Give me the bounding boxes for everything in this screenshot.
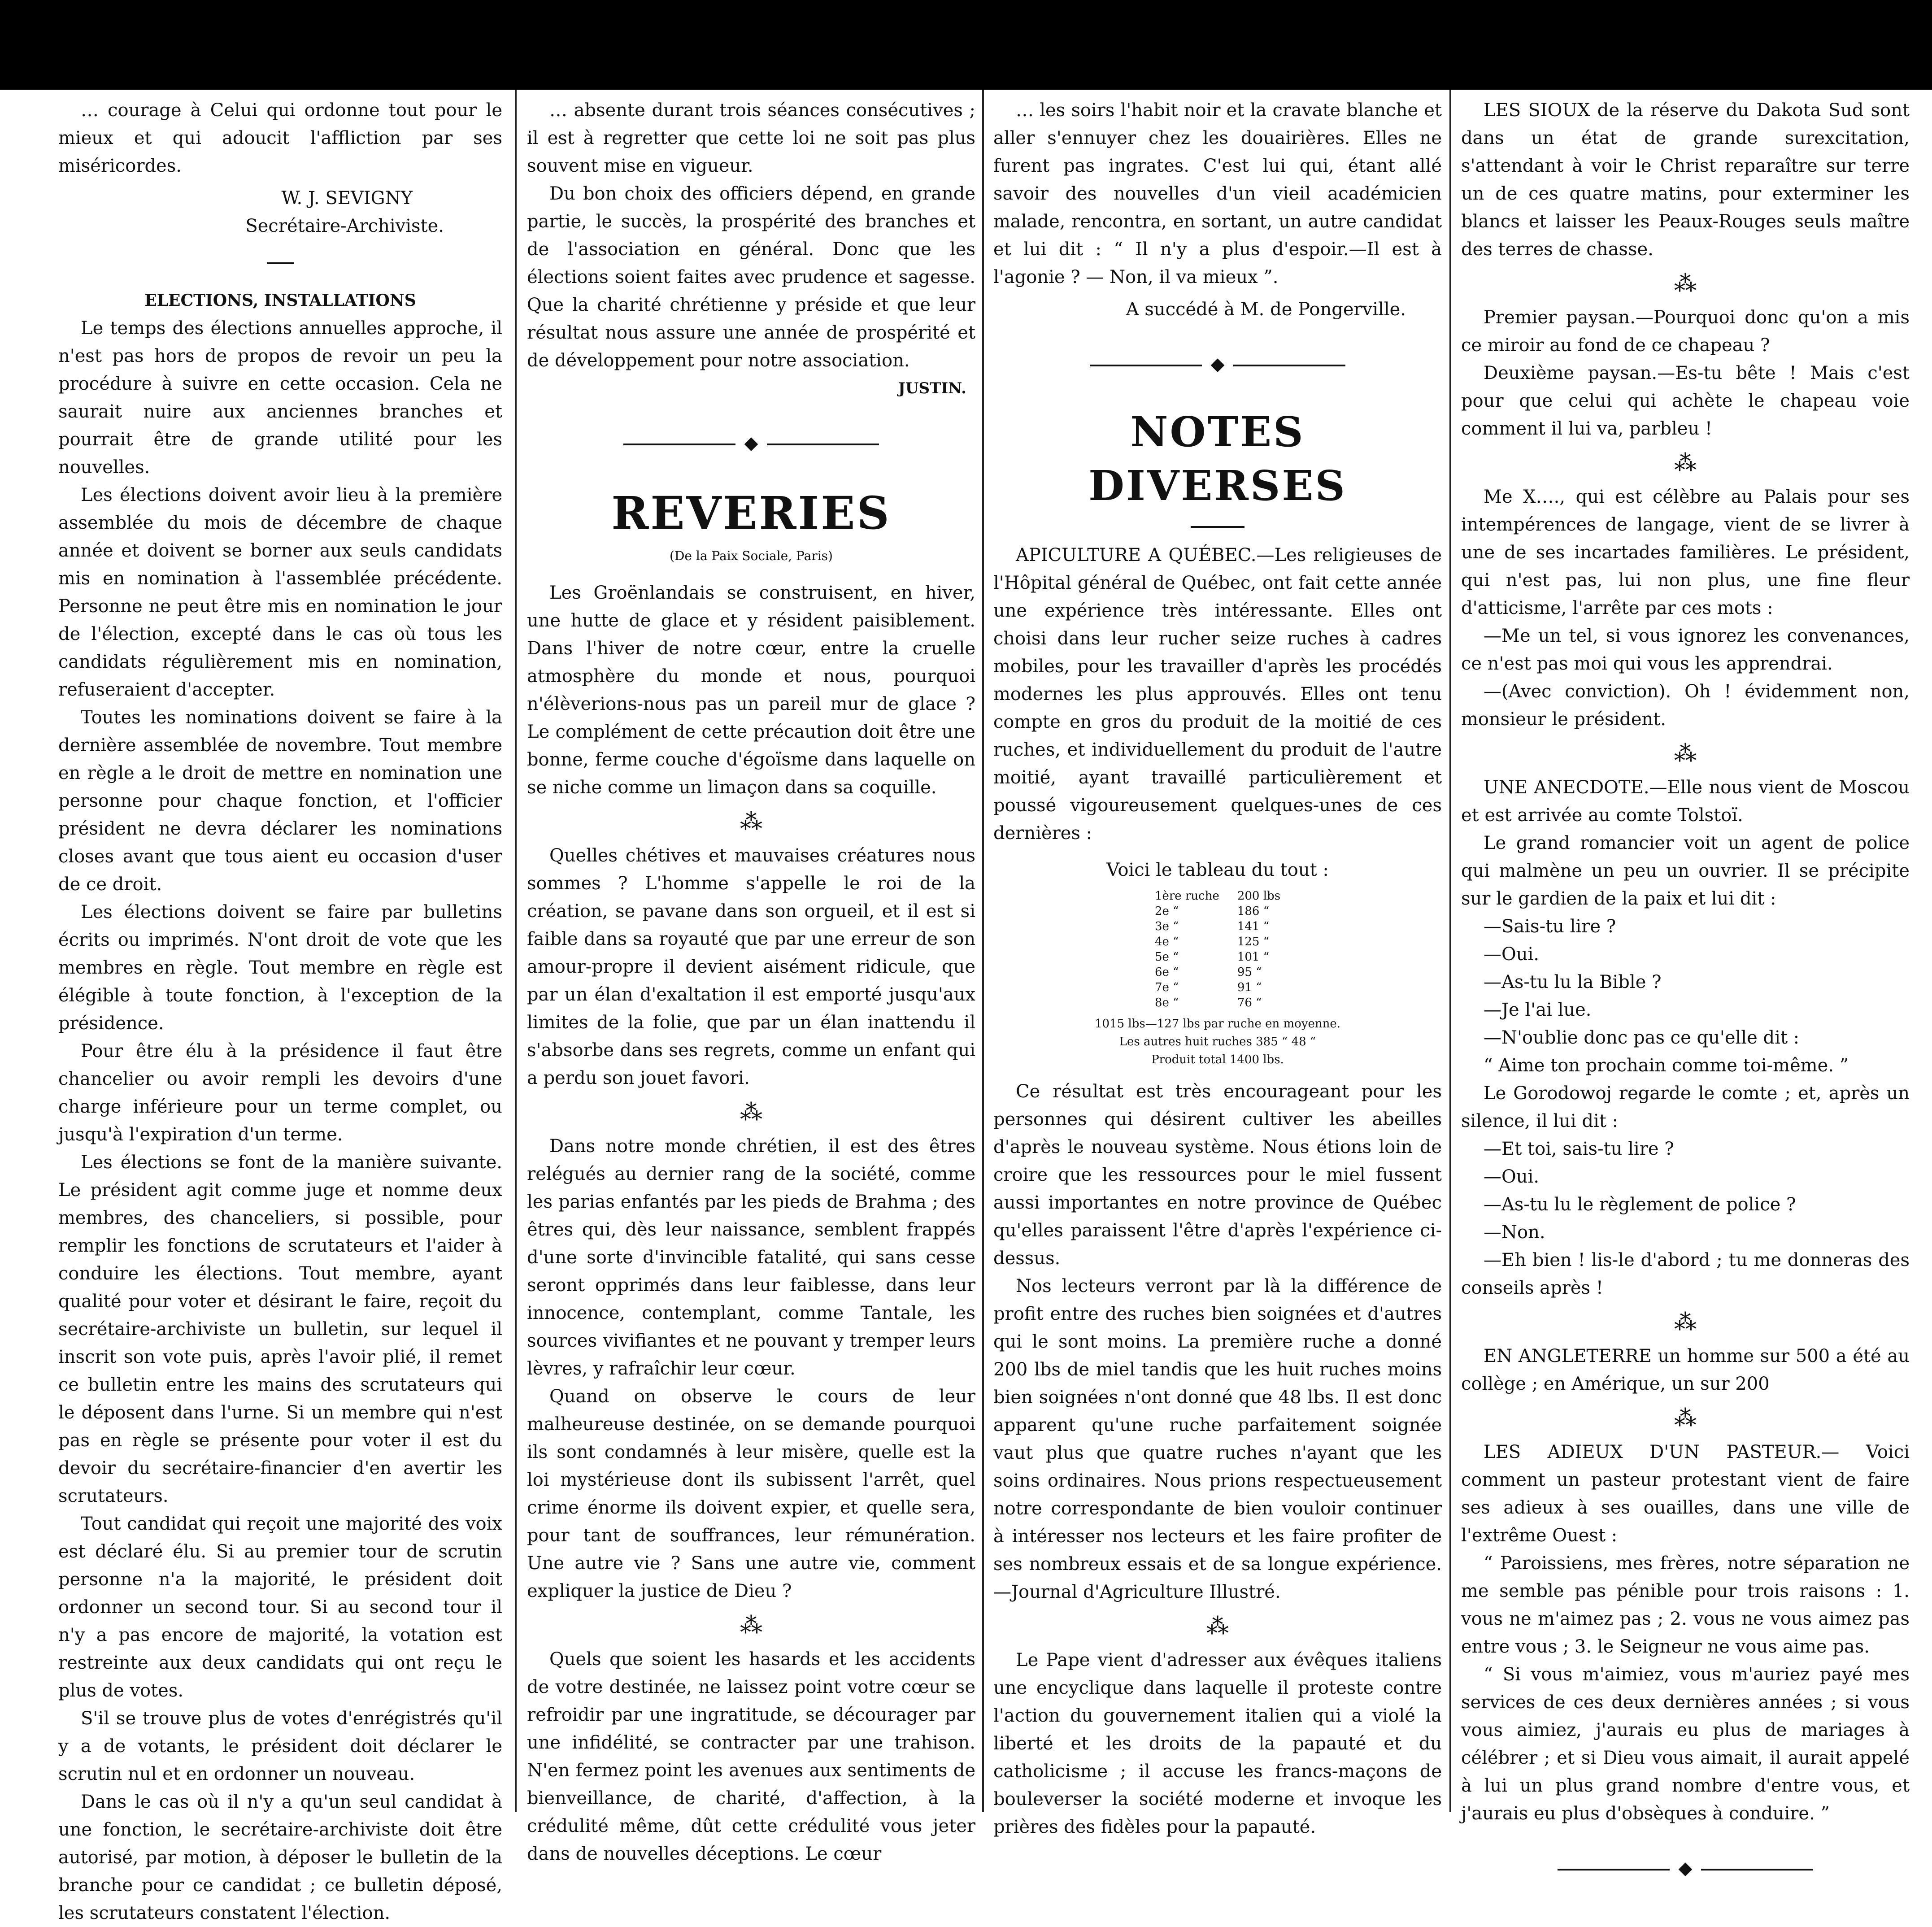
signature-title: Secrétaire-Archiviste. [245,216,444,236]
dialogue-line: —Je l'ai lue. [1484,1000,1592,1020]
dialogue-line: Le Gorodowoj regarde le comte ; et, après un silence, il lui dit : [1461,1083,1910,1131]
paragraph: —Me un tel, si vous ignorez les convenances, ce n'est pas moi qui vous les apprendrai. [1461,626,1910,674]
paragraph: Le Pape vient d'adresser aux évêques italiens une encyclique dans laquelle il proteste contre l'action du gouvernement italien qui a violé la liberté et les droits de la papauté et du catholicisme ; il accuse les francs-maçons de bouleverser la société moderne et invoque les prières des fidèles pour la papauté. [993,1650,1442,1837]
separator [267,262,294,264]
paragraph: EN ANGLETERRE un homme sur 500 a été au collège ; en Amérique, un sur 200 [1461,1346,1910,1394]
dialogue-line: —Sais-tu lire ? [1484,916,1616,937]
column-rule [1449,90,1451,1812]
separator [1191,526,1244,528]
paragraph: … absente durant trois séances consécutives ; il est à regretter que cette loi ne soit pas plus souvent mise en vigueur. [527,100,975,176]
article-title: REVERIES [611,487,891,539]
table-row: 4e “ 125 “ [1154,935,1270,948]
paragraph: LES SIOUX de la réserve du Dakota Sud sont dans un état de grande surexcitation, s'attendant à voir le Christ reparaître sur terre un de ces quatre matins, pour exterminer les blancs et laisser les Peaux-Rouges seuls maître des terres de chasse. [1461,100,1910,260]
table-other: Les autres huit ruches 385 “ 48 “ [1119,1035,1316,1048]
dialogue-line: —N'oublie donc pas ce qu'elle dit : [1484,1027,1800,1048]
paragraph: Dans notre monde chrétien, il est des êtres relégués au dernier rang de la société, comme les parias enfantés par les pieds de Brahma ; des êtres qui, dès leur naissance, semblent frappés d'une sorte d'invincible fatalité, qui sans cesse seront opprimés dans leur faiblesse, dans leur innocence, contemplant, comme Tantale, les sources vivifiantes et ne pouvant y tremper leurs lèvres, y rafraîchir leur cœur. [527,1136,975,1379]
dialogue-line: —As-tu lu la Bible ? [1484,972,1662,992]
dialogue-line: —Oui. [1484,944,1540,965]
signature: W. J. SEVIGNY [281,188,413,209]
asterism: ⁂ [1674,1405,1697,1431]
table-row: 6e “ 95 “ [1154,966,1262,979]
article-title: NOTES DIVERSES [1088,408,1347,510]
paragraph: S'il se trouve plus de votes d'enrégistrés qu'il y a de votants, le président doit déclarer le scrutin nul et en ordonner un nouveau. [58,1708,502,1784]
paragraph: … courage à Celui qui ordonne tout pour le mieux et qui adoucit l'affliction par ses miséricordes. [58,100,502,176]
paragraph: Me X…., qui est célèbre au Palais pour ses intempérences de langage, vient de se livrer à une de ses incartades familières. Le président, qui n'est pas, lui non plus, une fine fleur d'atticisme, l'arrête par ces mots : [1461,487,1910,618]
paragraph: APICULTURE A QUÉBEC.—Les religieuses de l'Hôpital général de Québec, ont fait cette année une expérience très intéressante. Elles ont choisi dans leur rucher seize ruches à cadres mobiles, pour les travailler d'après les procédés modernes les plus approuvés. Elles ont tenu compte en gros du produit de la moitié de ces ruches, et individuellement du produit de l'autre moitié, ayant travaillé particulièrement et poussé vigoureusement quelques-unes de ces dernières : [993,545,1442,844]
paragraph: Quels que soient les hasards et les accidents de votre destinée, ne laissez point votre cœur se refroidir par une ingratitude, se décourager par une infidélité, se contracter par une trahison. N'en fermez point les avenues aux sentiments de bienveillance, de charité, d'affection, à la crédulité même, dût cette crédulité vous jeter dans de nouvelles déceptions. Le cœur [527,1649,975,1864]
paragraph: Les élections doivent se faire par bulletins écrits ou imprimés. N'ont droit de vote que les membres en règle. Tout membre en règle est élégible à toute fonction, à l'exception de la présidence. [58,902,502,1034]
asterism: ⁂ [740,809,762,835]
honey-table [1146,888,1289,1010]
table-row: 8e “ 76 “ [1154,996,1262,1009]
column-2 [527,96,975,1864]
paragraph: Nos lecteurs verront par là la différence de profit entre des ruches bien soignées et d'autres qui le sont moins. La première ruche a donné 200 lbs de miel tandis que les huit ruches moins bien soignées n'ont donné que 48 lbs. Il est donc apparent qu'une ruche parfaitement soignée vaut plus que quatre ruches n'ayant que les soins ordinaires. Nous prions respectueusement notre correspondante de bien vouloir continuer à intéresser nos lecteurs et les faire profiter de ses nombreux essais et de sa longue expérience.—Journal d'Agriculture Illustré. [993,1276,1442,1602]
paragraph: Tout candidat qui reçoit une majorité des voix est déclaré élu. Si au premier tour de scrutin personne n'a la majorité, le président doit ordonner un second tour. Si au second tour il n'y a pas encore de majorité, la votation est restreinte aux deux candidats qui ont reçu le plus de votes. [58,1514,502,1701]
scan-edge [0,0,1932,90]
ornament: ◆ [527,429,975,457]
section-heading: ELECTIONS, INSTALLATIONS [144,291,416,310]
column-4 [1461,96,1910,1879]
dialogue-line: —As-tu lu le règlement de police ? [1484,1194,1796,1215]
asterism: ⁂ [740,1612,762,1638]
dialogue-line: —Eh bien ! lis-le d'abord ; tu me donneras des conseils après ! [1461,1250,1910,1298]
table-row: 2e “ 186 “ [1154,905,1270,918]
paragraph: Le grand romancier voit un agent de police qui malmène un peu un ouvrier. Il se précipite sur le gardien de la paix et lui dit : [1461,833,1910,909]
column-3 [993,96,1442,1837]
asterism: ⁂ [1674,740,1697,766]
asterism: ⁂ [1674,1309,1697,1335]
paragraph: Pour être élu à la présidence il faut être chancelier ou avoir rempli les devoirs d'une charge inférieure pour un terme complet, ou jusqu'à l'expiration d'un terme. [58,1041,502,1145]
dialogue-line: —Non. [1484,1222,1545,1243]
asterism: ⁂ [1206,1613,1229,1639]
signature: JUSTIN. [898,379,966,397]
table-row: 7e “ 91 “ [1154,981,1262,994]
paragraph: Premier paysan.—Pourquoi donc qu'on a mis ce miroir au fond de ce chapeau ? [1461,307,1910,356]
asterism: ⁂ [1674,270,1697,296]
paragraph: UNE ANECDOTE.—Elle nous vient de Moscou et est arrivée au comte Tolstoï. [1461,777,1910,826]
paragraph: Ce résultat est très encourageant pour les personnes qui désirent cultiver les abeilles d'après le nouveau système. Nous étions loin de croire que les ressources pour le miel fussent aussi importantes en notre province de Québec qu'elles paraissent l'être d'après l'expérience ci-dessus. [993,1081,1442,1269]
paragraph: Du bon choix des officiers dépend, en grande partie, le succès, la prospérité des branches et de l'association en général. Donc que les élections soient faites avec prudence et sagesse. Que la charité chrétienne y préside et que leur résultat nous assure une année de prospérité et de développement pour notre association. [527,183,975,371]
dialogue-line: —Et toi, sais-tu lire ? [1484,1139,1674,1159]
dialogue-line: —Oui. [1484,1166,1540,1187]
paragraph: LES ADIEUX D'UN PASTEUR.— Voici comment un pasteur protestant vient de faire ses adieux à ses ouailles, dans une ville de l'extrême Ouest : [1461,1442,1910,1546]
table-intro: Voici le tableau du tout : [1106,860,1329,880]
paragraph: Les élections se font de la manière suivante. Le président agit comme juge et nomme deux membres, des chanceliers, si possible, pour remplir les fonctions de scrutateurs et l'aider à conduire les élections. Tout membre, ayant qualité pour voter et désirant le faire, reçoit du secrétaire-archiviste un bulletin, sur lequel il inscrit son vote puis, après l'avoir plié, il remet ce bulletin entre les mains des scrutateurs qui le déposent dans l'urne. Si un membre qui n'est pas en règle se présente pour voter il est du devoir du secrétaire-financier d'en avertir les scrutateurs. [58,1152,502,1506]
table-row: 5e “ 101 “ [1154,950,1270,964]
column-rule [515,90,517,1812]
paragraph: Le temps des élections annuelles approche, il n'est pas hors de propos de revoir un peu la procédure à suivre en cette occasion. Cela ne saurait nuire aux anciennes branches et pourrait être de grande utilité pour les nouvelles. [58,318,502,478]
ornament: ◆ [993,350,1442,378]
dialogue-line: “ Aime ton prochain comme toi-même. ” [1484,1055,1849,1076]
signature: A succédé à M. de Pongerville. [1126,299,1406,320]
paragraph: Toutes les nominations doivent se faire à la dernière assemblée de novembre. Tout membre en règle a le droit de mettre en nomination une personne pour chaque fonction, et l'officier président ne devra déclarer les nominations closes avant que tous aient eu occasion d'user de ce droit. [58,707,502,895]
paragraph: Les Groënlandais se construisent, en hiver, une hutte de glace et y résident paisiblement. Dans l'hiver de notre cœur, entre la cruelle atmosphère du monde et nous, pourquoi n'élèverions-nous pas un pareil mur de glace ? Le complément de cette précaution doit être une bonne, ferme couche d'égoïsme dans laquelle on se niche comme un limaçon dans sa coquille. [527,583,975,798]
table-row: 3e “ 141 “ [1154,920,1270,933]
paragraph: —(Avec conviction). Oh ! évidemment non, monsieur le président. [1461,681,1910,730]
paragraph: “ Paroissiens, mes frères, notre séparation ne me semble pas pénible pour trois raisons : 1. vous ne m'aimez pas ; 2. vous ne vous aimez pas entre vous ; 3. le Seigneur ne vous aime pas. [1461,1553,1910,1657]
paragraph: … les soirs l'habit noir et la cravate blanche et aller s'ennuyer chez les douairières. Elles ne furent pas ingrates. C'est lui qui, étant allé savoir des nouvelles d'un vieil académicien malade, rencontra, en sortant, un autre candidat et lui dit : “ Il n'y a plus d'espoir.—Il est à l'agonie ? — Non, il va mieux ”. [993,100,1442,287]
table-row: 1ère ruche 200 lbs [1154,889,1281,903]
table-sum: 1015 lbs—127 lbs par ruche en moyenne. [1094,1017,1341,1031]
paragraph: Deuxième paysan.—Es-tu bête ! Mais c'est pour que celui qui achète le chapeau voie comment il lui va, parbleu ! [1461,363,1910,439]
paragraph: Quand on observe le cours de leur malheureuse destinée, on se demande pourquoi ils sont condamnés à leur misère, quelle est la loi mystérieuse dont ils subissent l'arrêt, quel crime énorme ils doivent expier, et quelle sera, pour tant de souffrances, leur rémunération. Une autre vie ? Sans une autre vie, comment expliquer la justice de Dieu ? [527,1386,975,1601]
asterism: ⁂ [740,1099,762,1125]
ornament: ◆ [1461,1854,1910,1882]
paragraph: “ Si vous m'aimiez, vous m'auriez payé mes services de ces deux dernières années ; si vous vous aimiez, j'aurais eu plus de mariages à célébrer ; et si Dieu vous aimait, il aurait appelé à lui un plus grand nombre d'entre vous, et j'aurais eu plus d'obsèques à conduire. ” [1461,1664,1910,1824]
source-note: (De la Paix Sociale, Paris) [670,548,833,563]
column-1 [58,96,502,1923]
paragraph: Dans le cas où il n'y a qu'un seul candidat à une fonction, le secrétaire-archiviste doit être autorisé, par motion, à déposer le bulletin de la branche pour ce candidat ; ce bulletin déposé, les scrutateurs constatent l'élection. [58,1792,502,1923]
table-total: Produit total 1400 lbs. [1151,1053,1284,1066]
paragraph: Les élections doivent avoir lieu à la première assemblée du mois de décembre de chaque année et doivent se borner aux seuls candidats mis en nomination à l'assemblée précédente. Personne ne peut être mis en nomination le jour de l'élection, excepté dans le cas où tous les candidats régulièrement mis en nomination, refuseraient d'accepter. [58,485,502,700]
column-rule [982,90,984,1812]
asterism: ⁂ [1674,450,1697,476]
paragraph: Quelles chétives et mauvaises créatures nous sommes ? L'homme s'appelle le roi de la création, se pavane dans son orgueil, et il est si faible dans sa royauté que par une erreur de son amour-propre il devient aisément ridicule, que par un élan d'exaltation il est emporté jusqu'aux limites de la folie, que par un élan inattendu il s'absorbe dans ses regrets, comme un enfant qui a perdu son jouet favori. [527,845,975,1088]
